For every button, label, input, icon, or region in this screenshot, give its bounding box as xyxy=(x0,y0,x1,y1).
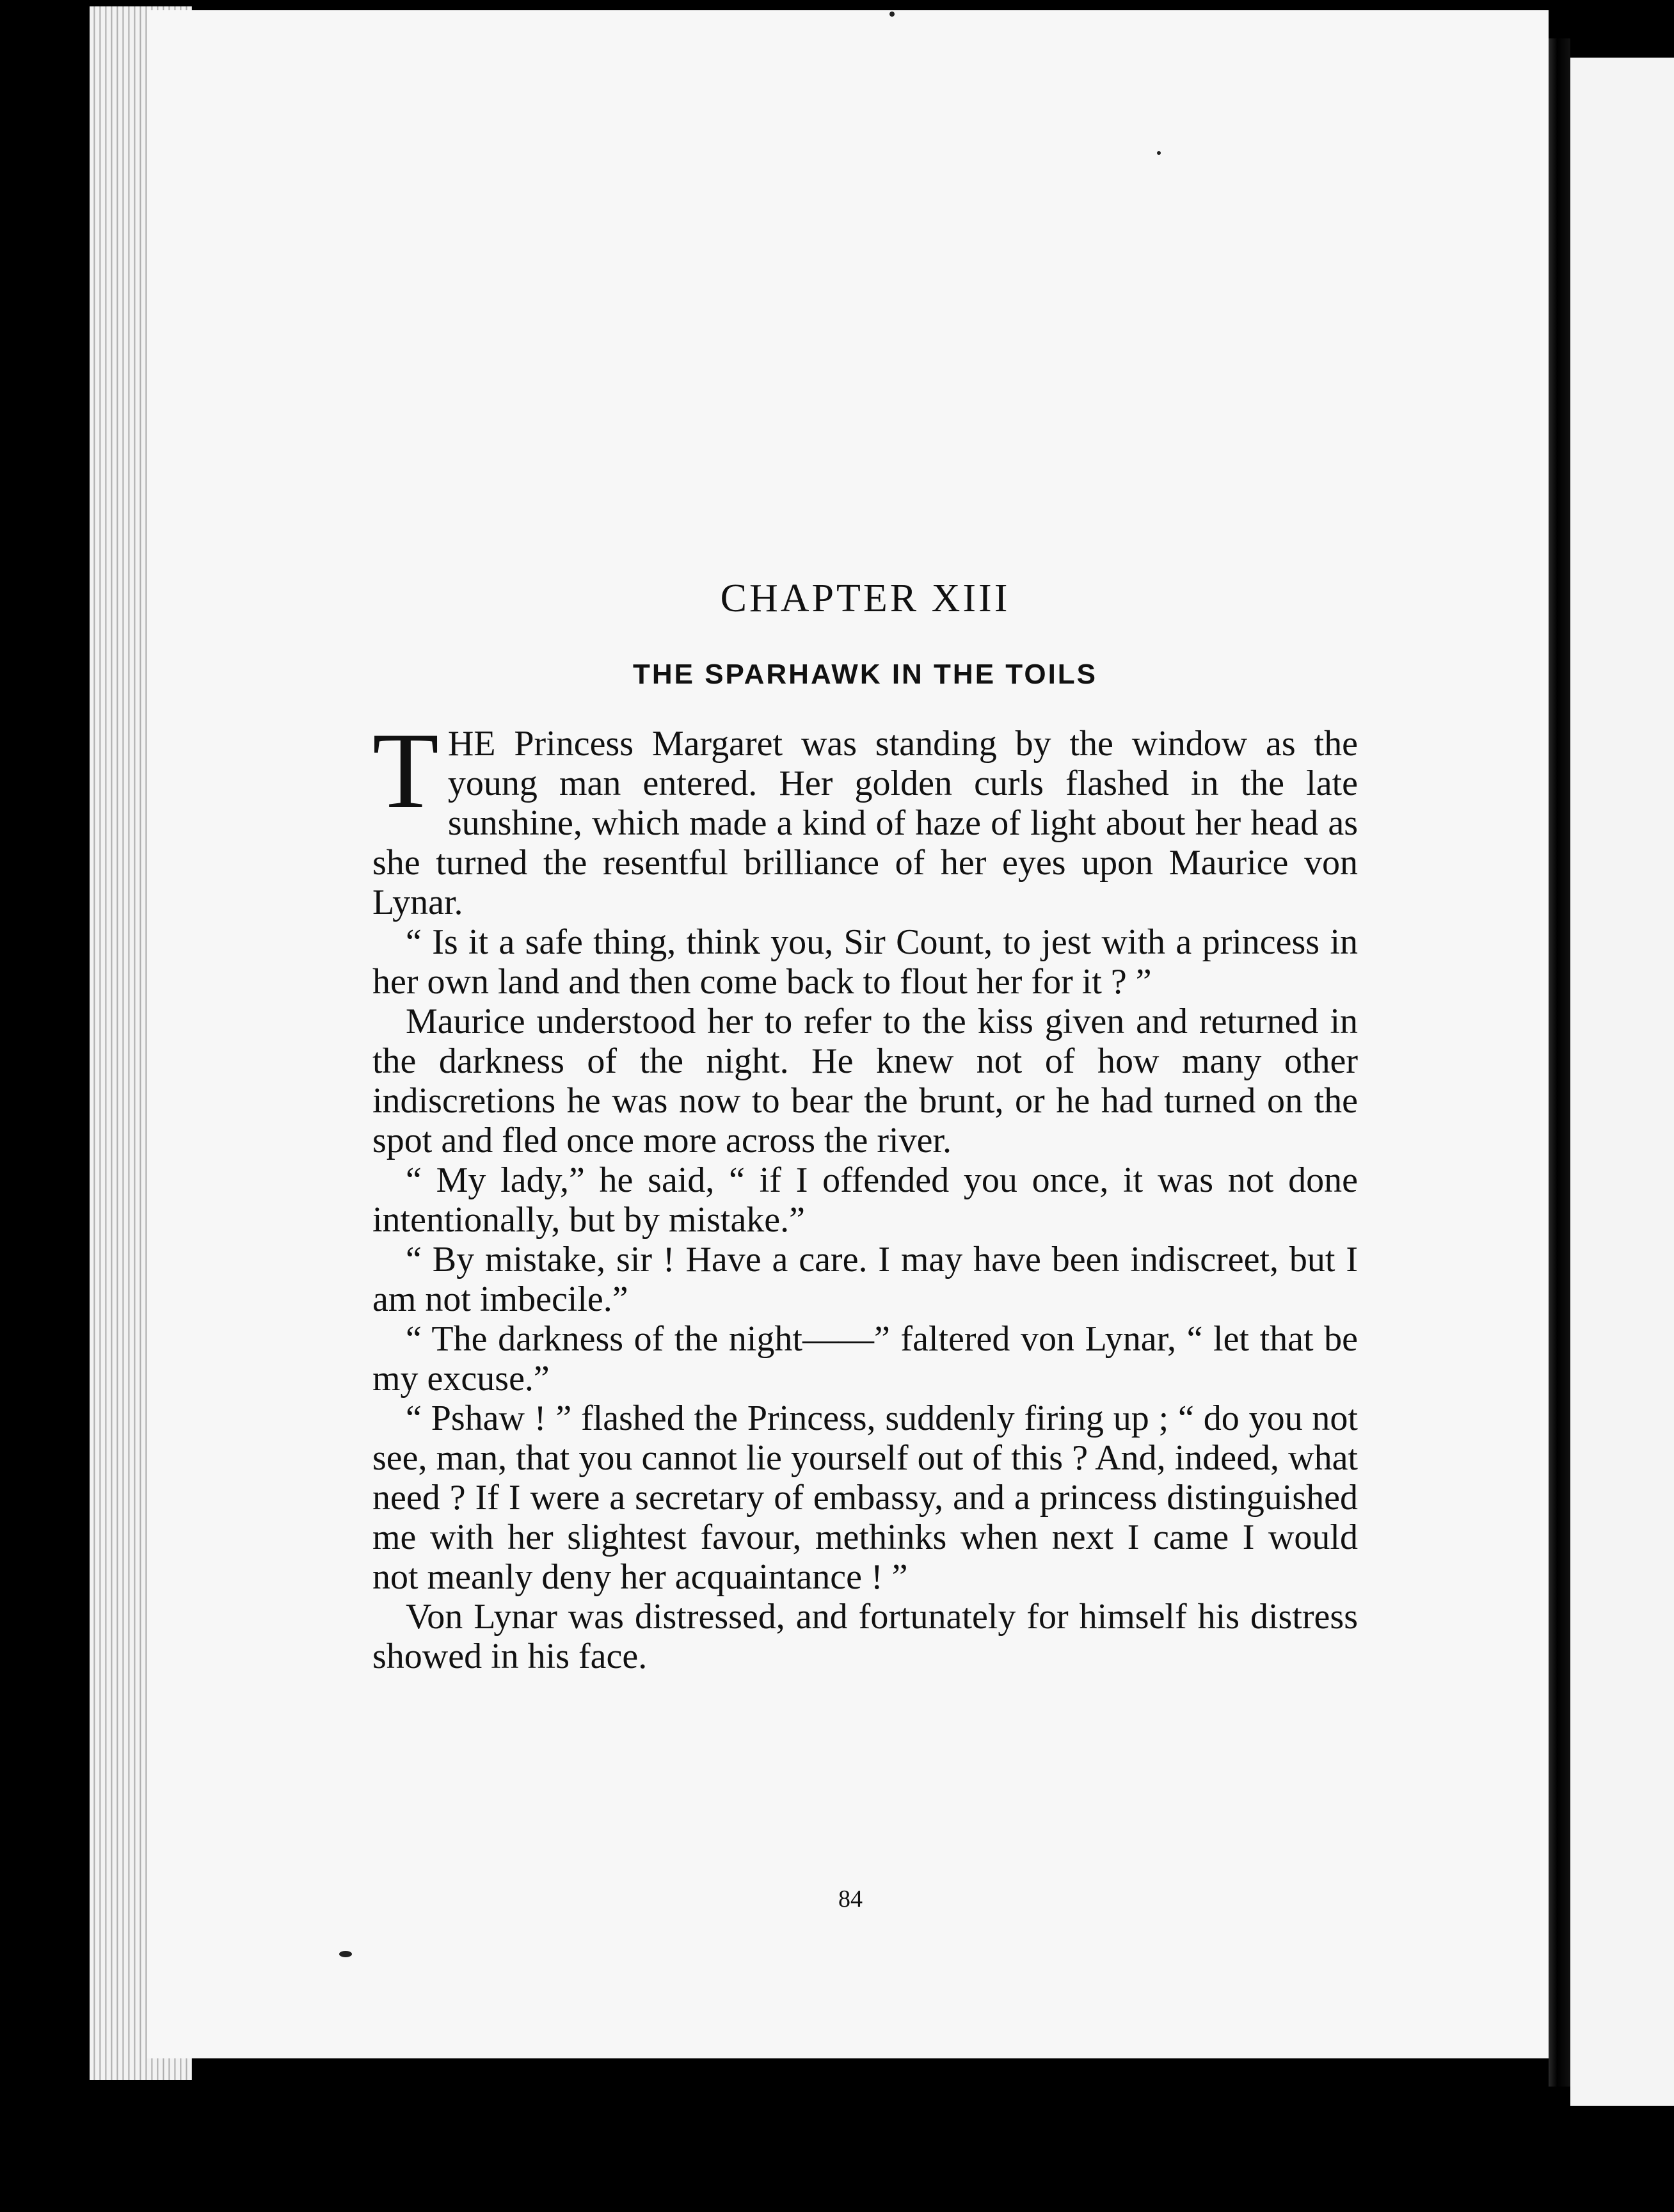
text-block xyxy=(372,576,1358,1676)
page-number: 84 xyxy=(838,1886,863,1912)
drop-cap: T xyxy=(372,710,439,831)
paragraph: “ The darkness of the night——” faltered von Lynar, “ let that be my excuse.” xyxy=(372,1319,1358,1399)
paragraph: “ Pshaw ! ” flashed the Princess, suddenly firing up ; “ do you not see, man, that you cannot lie yourself out of this ? And, indeed, what need ? If I were a secretary of embassy, and a princess distinguished me with her slightest favour, methinks when next I came I would not meanly deny her acquaintance ! ” xyxy=(372,1399,1358,1597)
speck xyxy=(1157,151,1161,155)
speck xyxy=(889,12,895,17)
chapter-title: CHAPTER XIII xyxy=(720,577,1010,620)
facing-page-edge xyxy=(1570,58,1674,2106)
paragraph: “ By mistake, sir ! Have a care. I may have been indiscreet, but I am not imbecile.” xyxy=(372,1240,1358,1319)
paragraph: Maurice understood her to refer to the kiss given and returned in the darkness of the night. He knew not of how many other indiscretions he was now to bear the brunt, or he had turned on the spot and fled once more across the river. xyxy=(372,1002,1358,1160)
paragraph-text: HE Princess Margaret was standing by the window as the young man entered. Her golden curls flashed in the late sunshine, which made a kind of haze of light about her head as she turned the resentful brilliance of her eyes upon Maurice von Lynar. xyxy=(372,724,1358,922)
paragraph: Von Lynar was distressed, and fortunately for himself his distress showed in his face. xyxy=(372,1597,1358,1676)
book-gutter xyxy=(1549,38,1570,2087)
paragraph xyxy=(372,710,1358,922)
paragraph: “ My lady,” he said, “ if I offended you once, it was not done intentionally, but by mistake.” xyxy=(372,1160,1358,1240)
paragraph: “ Is it a safe thing, think you, Sir Count, to jest with a princess in her own land and then come back to flout her for it ? ” xyxy=(372,922,1358,1002)
chapter-subtitle: THE SPARHAWK IN THE TOILS xyxy=(632,659,1098,690)
speck xyxy=(339,1951,352,1957)
